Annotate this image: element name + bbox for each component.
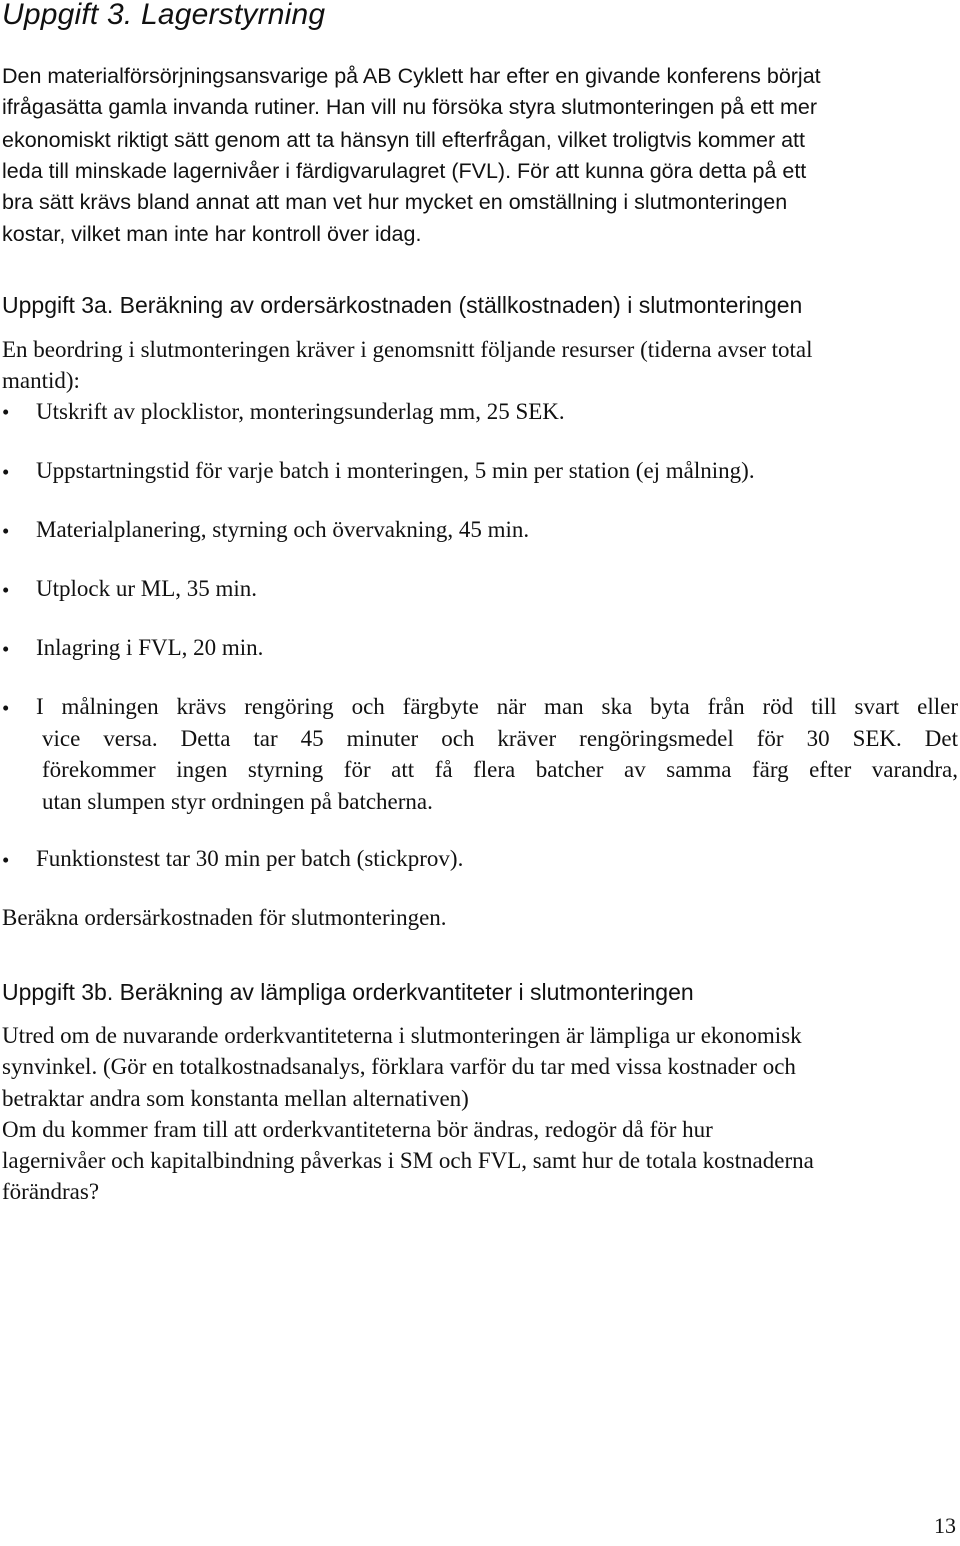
intro-line: ifrågasätta gamla invanda rutiner. Han vill nu försöka styra slutmonteringen på ett mer (2, 95, 818, 119)
painting-bullet-line: förekommer ingen styrning för att få flera batcher av samma färg efter varandra, (42, 757, 958, 782)
bullet-symbol: • (2, 400, 10, 424)
page-title: Uppgift 3. Lagerstyrning (2, 0, 326, 31)
task-b-line: lagernivåer och kapitalbindning påverkas i SM och FVL, samt hur de totala kostnaderna (2, 1148, 814, 1173)
intro-line: kostar, vilket man inte har kontroll över idag. (2, 222, 422, 246)
bullet-item: Funktionstest tar 30 min per batch (stickprov). (36, 846, 464, 871)
bullet-item: Uppstartningstid för varje batch i monteringen, 5 min per station (ej målning). (36, 458, 755, 483)
bullet-symbol: • (2, 519, 10, 543)
intro-line: leda till minskade lagernivåer i färdigvarulagret (FVL). För att kunna göra detta på ett (2, 159, 807, 183)
page-number: 13 (934, 1513, 956, 1538)
task-b-line: betraktar andra som konstanta mellan alternativen) (2, 1086, 469, 1111)
section-heading-3b: Uppgift 3b. Beräkning av lämpliga orderkvantiteter i slutmonteringen (2, 979, 694, 1005)
intro-line: bra sätt krävs bland annat att man vet hur mycket en omställning i slutmonteringen (2, 190, 788, 214)
bullet-item: Materialplanering, styrning och övervakning, 45 min. (36, 517, 530, 542)
bullet-symbol: • (2, 848, 10, 872)
bullet-item: Utplock ur ML, 35 min. (36, 576, 258, 601)
bullet-symbol: • (2, 460, 10, 484)
task-b-line: synvinkel. (Gör en totalkostnadsanalys, förklara varför du tar med vissa kostnader och (2, 1054, 796, 1079)
bullet-item: Utskrift av plocklistor, monteringsunderlag mm, 25 SEK. (36, 399, 565, 424)
bullet-symbol: • (2, 696, 10, 720)
task-a-intro-line: En beordring i slutmonteringen kräver i genomsnitt följande resurser (tiderna avser total (2, 337, 813, 362)
painting-bullet-line: I målningen krävs rengöring och färgbyte när man ska byta från röd till svart eller (36, 694, 958, 719)
bullet-item: Inlagring i FVL, 20 min. (36, 635, 264, 660)
task-a-instruction: Beräkna ordersärkostnaden för slutmonteringen. (2, 905, 447, 930)
bullet-symbol: • (2, 637, 10, 661)
intro-line: Den materialförsörjningsansvarige på AB Cyklett har efter en givande konferens börjat (2, 64, 821, 88)
task-b-line: förändras? (2, 1179, 100, 1204)
section-heading-3a: Uppgift 3a. Beräkning av ordersärkostnaden (ställkostnaden) i slutmonteringen (2, 292, 803, 318)
task-a-intro-line: mantid): (2, 368, 80, 393)
painting-bullet-line: vice versa. Detta tar 45 minuter och kräver rengöringsmedel för 30 SEK. Det (42, 726, 958, 751)
painting-bullet-line: utan slumpen styr ordningen på batcherna. (42, 789, 433, 814)
intro-line: ekonomiskt riktigt sätt genom att ta hänsyn till efterfrågan, vilket troligtvis kommer att (2, 128, 805, 152)
task-b-line: Om du kommer fram till att orderkvantiteterna bör ändras, redogör då för hur (2, 1117, 713, 1142)
bullet-symbol: • (2, 578, 10, 602)
task-b-line: Utred om de nuvarande orderkvantiteterna i slutmonteringen är lämpliga ur ekonomisk (2, 1023, 802, 1048)
